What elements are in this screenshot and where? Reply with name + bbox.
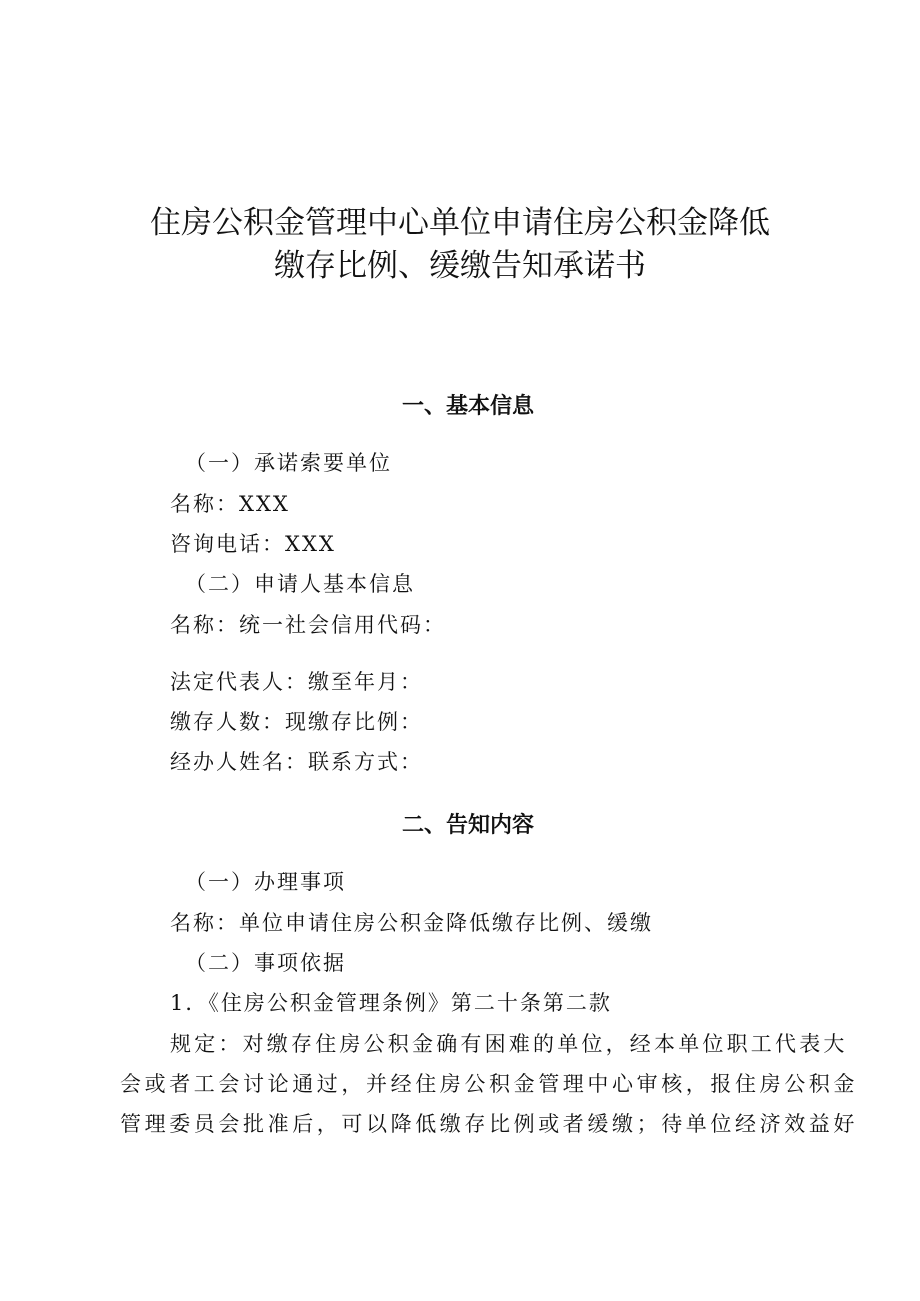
- subheading-promising-unit: （一）承诺索要单位: [185, 451, 392, 475]
- org-name: 名称：XXX: [170, 492, 290, 516]
- subheading-basis: （二）事项依据: [185, 951, 346, 975]
- paragraph-line-2: 会或者工会讨论通过，并经住房公积金管理中心审核，报住房公积金: [120, 1072, 858, 1096]
- matter-name: 名称：单位申请住房公积金降低缴存比例、缓缴: [170, 911, 653, 935]
- legal-representative: 法定代表人：缴至年月：: [170, 670, 423, 694]
- org-phone: 咨询电话：XXX: [170, 532, 336, 556]
- basis-regulation: 1．《住房公积金管理条例》第二十条第二款: [170, 991, 612, 1015]
- applicant-name-credit-code: 名称：统一社会信用代码：: [170, 613, 446, 637]
- handler-contact: 经办人姓名：联系方式：: [170, 750, 423, 774]
- section-heading-notice-content: 二、告知内容: [401, 813, 534, 838]
- section-heading-basic-info: 一、基本信息: [401, 394, 534, 419]
- subheading-matter: （一）办理事项: [185, 870, 346, 894]
- document-title-line-2: 缴存比例、缓缴告知承诺书: [274, 248, 646, 284]
- subheading-applicant-info: （二）申请人基本信息: [185, 572, 415, 596]
- document-title-line-1: 住房公积金管理中心单位申请住房公积金降低: [150, 205, 770, 241]
- depositor-count: 缴存人数：现缴存比例：: [170, 710, 423, 734]
- paragraph-line-1: 规定：对缴存住房公积金确有困难的单位，经本单位职工代表大: [170, 1032, 848, 1056]
- paragraph-line-3: 管理委员会批准后，可以降低缴存比例或者缓缴；待单位经济效益好: [120, 1112, 858, 1136]
